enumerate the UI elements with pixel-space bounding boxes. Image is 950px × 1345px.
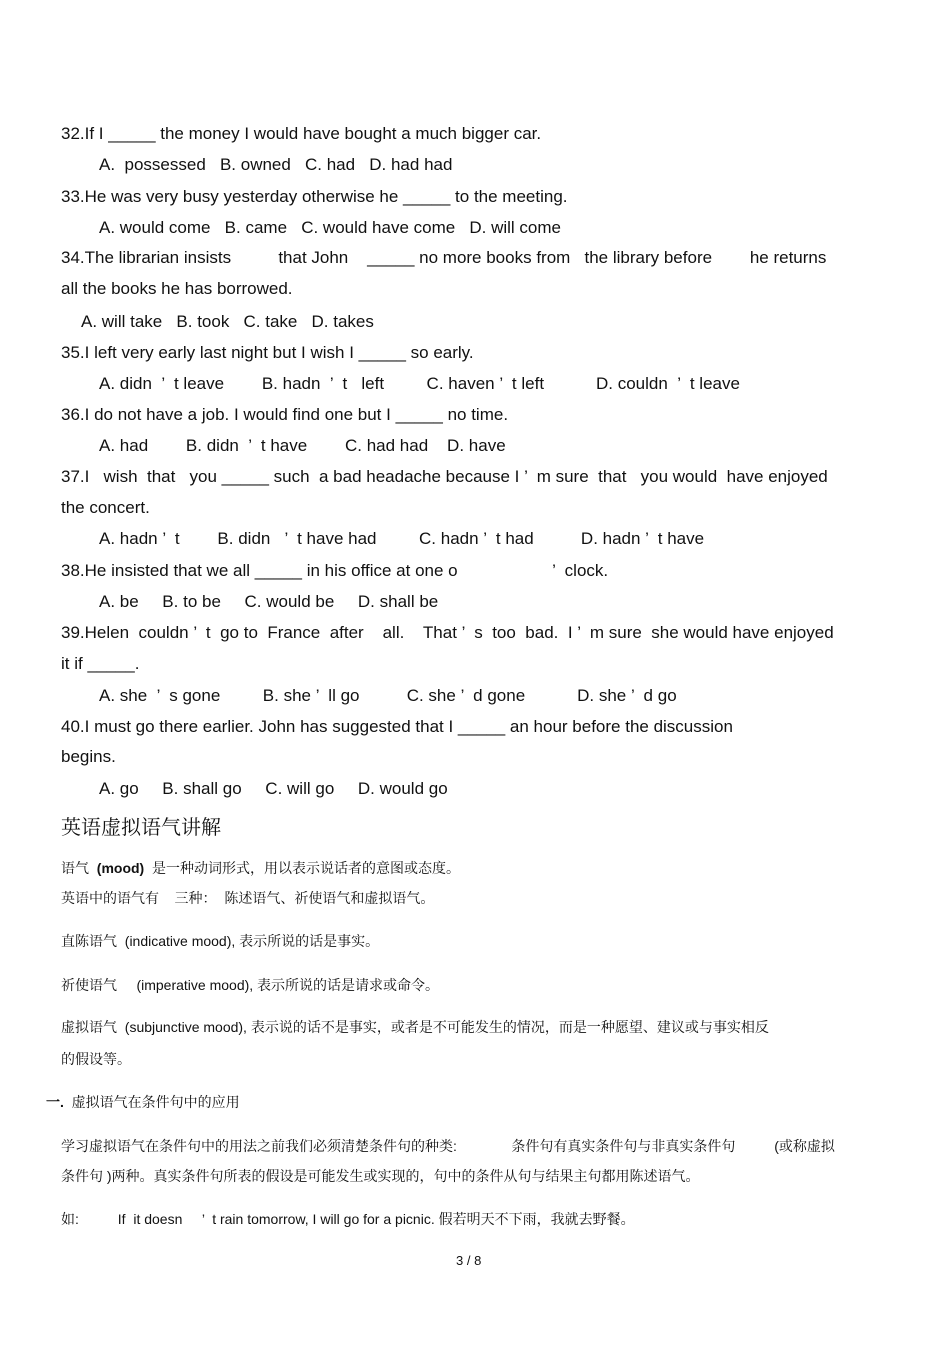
mood-term-english: (mood) bbox=[96, 860, 145, 876]
question-38-options: A. be B. to be C. would be D. shall be bbox=[99, 592, 439, 611]
subjunctive-mood: 虚拟语气 (subjunctive mood), 表示说的话不是事实，或者是不可能发生的情况，而是一种愿望、建议或与事实相反 bbox=[61, 1019, 769, 1035]
question-39 bbox=[61, 624, 834, 641]
question-39-options: A. she ’ s gone B. she ’ ll go C. she ’ d gone D. she ’ d go bbox=[99, 686, 677, 705]
question-number: 35. bbox=[61, 343, 85, 362]
mood-description: 是一种动词形式，用以表示说话者的意图或态度。 bbox=[144, 860, 460, 876]
question-stem: I must go there earlier. John has suggested that I _____ an hour before the discussion bbox=[84, 717, 733, 736]
question-40 bbox=[61, 718, 733, 735]
example-sentence: 如: If it doesn ’ t rain tomorrow, I will go for a picnic. 假若明天不下雨，我就去野餐。 bbox=[61, 1211, 635, 1227]
paragraph-line: 学习虚拟语气在条件句中的用法之前我们必须清楚条件句的种类: 条件句有真实条件句与非真实条件句 (或称虚拟 bbox=[61, 1138, 835, 1154]
question-40-stem-continued: begins. bbox=[61, 747, 116, 766]
question-stem: He was very busy yesterday otherwise he _____ to the meeting. bbox=[84, 187, 568, 206]
mood-term: 语气 bbox=[61, 860, 97, 876]
question-33-options: A. would come B. came C. would have come D. will come bbox=[99, 218, 562, 237]
question-stem: I do not have a job. I would find one but I _____ no time. bbox=[84, 405, 509, 424]
question-34-options: A. will take B. took C. take D. takes bbox=[81, 312, 374, 331]
question-stem: I left very early last night but I wish I _____ so early. bbox=[84, 343, 474, 362]
question-36-options: A. had B. didn ’ t have C. had had D. have bbox=[99, 436, 506, 455]
question-34-stem-continued: all the books he has borrowed. bbox=[61, 279, 293, 298]
paragraph-line: 条件句 )两种。真实条件句所表的假设是可能发生或实现的，句中的条件从句与结果主句都用陈述语气。 bbox=[61, 1168, 700, 1184]
page-number: 3 / 8 bbox=[456, 1253, 482, 1268]
question-number: 33. bbox=[61, 187, 85, 206]
question-stem: If I _____ the money I would have bought a much bigger car. bbox=[84, 124, 542, 143]
indicative-mood: 直陈语气 (indicative mood), 表示所说的话是事实。 bbox=[61, 933, 380, 949]
subsection-number: 一. bbox=[46, 1094, 64, 1110]
question-40-options: A. go B. shall go C. will go D. would go bbox=[99, 779, 448, 798]
question-32 bbox=[61, 125, 541, 142]
subsection-heading bbox=[46, 1095, 240, 1109]
question-37-stem-continued: the concert. bbox=[61, 498, 150, 517]
question-38 bbox=[61, 562, 608, 579]
question-37 bbox=[61, 468, 828, 485]
question-32-options: A. possessed B. owned C. had D. had had bbox=[99, 155, 453, 174]
question-number: 34. bbox=[61, 248, 85, 267]
question-number: 36. bbox=[61, 405, 85, 424]
question-39-stem-continued: it if _____. bbox=[61, 654, 140, 673]
section-title: 英语虚拟语气讲解 bbox=[61, 817, 221, 839]
question-33 bbox=[61, 188, 568, 205]
question-35 bbox=[61, 344, 474, 361]
imperative-mood: 祈使语气 (imperative mood), 表示所说的话是请求或命令。 bbox=[61, 977, 440, 993]
question-37-options: A. hadn ’ t B. didn ’ t have had C. hadn ’ t had D. hadn ’ t have bbox=[99, 529, 705, 548]
question-36 bbox=[61, 406, 508, 423]
three-moods: 英语中的语气有 三种： 陈述语气、祈使语气和虚拟语气。 bbox=[61, 890, 435, 906]
question-34 bbox=[61, 249, 826, 266]
question-stem: He insisted that we all _____ in his office at one o ’ clock. bbox=[84, 561, 609, 580]
subsection-title: 虚拟语气在条件句中的应用 bbox=[63, 1094, 240, 1110]
question-number: 39. bbox=[61, 623, 85, 642]
subjunctive-mood-continued: 的假设等。 bbox=[61, 1051, 131, 1067]
question-number: 40. bbox=[61, 717, 85, 736]
question-35-options: A. didn ’ t leave B. hadn ’ t left C. haven ’ t left D. couldn ’ t leave bbox=[99, 374, 740, 393]
question-number: 38. bbox=[61, 561, 85, 580]
question-stem: The librarian insists that John _____ no more books from the library before he returns bbox=[84, 248, 827, 267]
question-stem: I wish that you _____ such a bad headache because I ’ m sure that you would have enjoyed bbox=[84, 467, 828, 486]
mood-definition bbox=[61, 861, 460, 875]
question-number: 32. bbox=[61, 124, 85, 143]
question-stem: Helen couldn ’ t go to France after all. That ’ s too bad. I ’ m sure she would have enjoyed bbox=[84, 623, 834, 642]
question-number: 37. bbox=[61, 467, 85, 486]
